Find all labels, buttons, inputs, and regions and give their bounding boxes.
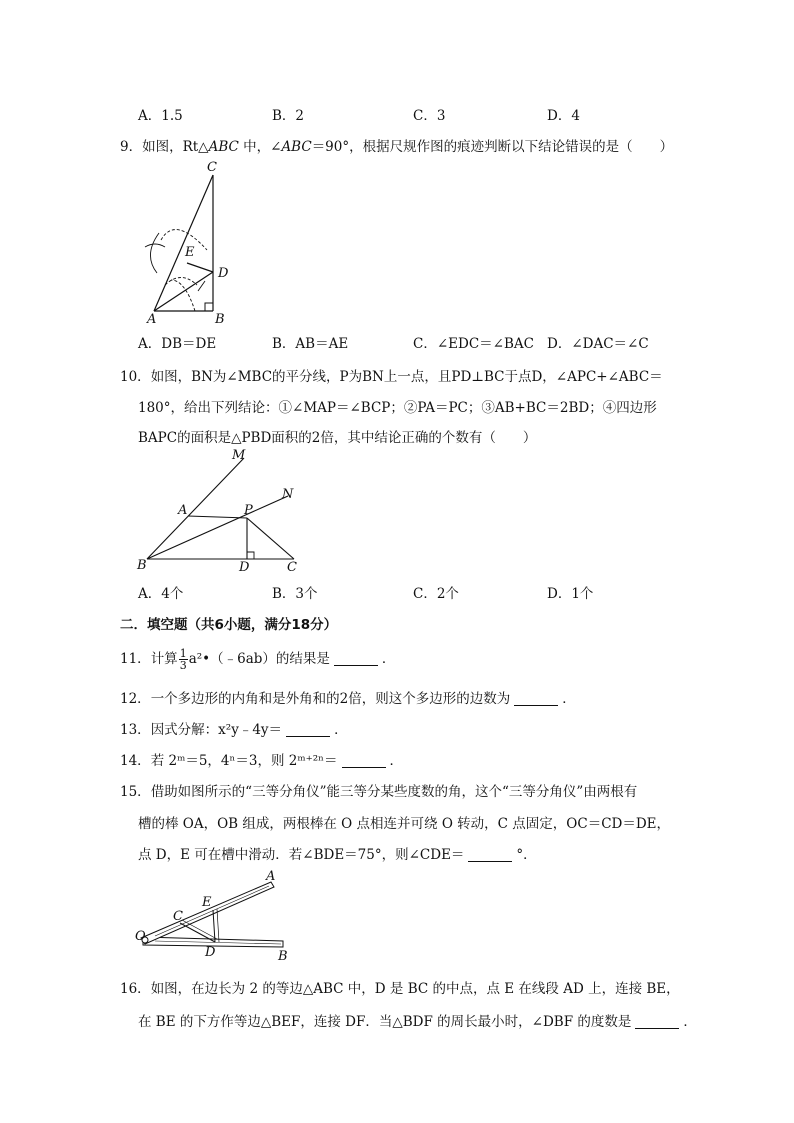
q9-arc-left: [150, 233, 159, 273]
q10-text-line-1: 如图，BN为∠MBC的平分线，P为BN上一点，且PD⊥BC于点D，∠APC+∠ABC＝: [150, 369, 663, 385]
q9-label-b: B: [215, 312, 225, 327]
q16-text-line-2: 在 BE 的下方作等边△BEF，连接 DF．当△BDF 的周长最小时，∠DBF 的度数是: [138, 1014, 632, 1030]
q15-label-e: E: [202, 895, 212, 910]
q15-line-1: [120, 780, 637, 800]
q8-option-a: A．1.5: [138, 108, 183, 124]
q9-text-b: 中，∠: [238, 139, 282, 155]
q9-label-e: E: [185, 245, 195, 260]
q14-answer-blank[interactable]: [342, 766, 386, 768]
q10-line-3: BAPC的面积是△PBD面积的2倍，其中结论正确的个数有（ ）: [138, 430, 537, 446]
q9-angle-name: ABC: [281, 139, 312, 155]
section-2-title: 二．填空题（共6小题，满分18分）: [120, 617, 338, 633]
q9-segment-de: [187, 263, 213, 272]
q15-post: °．: [516, 847, 537, 863]
q9-stem: [120, 135, 673, 155]
q10-label-d: D: [239, 560, 250, 575]
q9-text-c: ＝90°，根据尺规作图的痕迹判断以下结论错误的是（ ）: [311, 139, 674, 155]
q12-post: ．: [562, 691, 576, 707]
q9-arc-small: [171, 280, 195, 311]
q11-fraction: [179, 648, 188, 671]
q9-option-a: A．DB＝DE: [138, 336, 217, 352]
q14-number: 14．: [120, 753, 151, 769]
q13-text: 因式分解：x²y﹣4y＝: [150, 722, 283, 738]
q15-answer-blank[interactable]: [468, 860, 512, 862]
q10-line-1: [120, 365, 663, 385]
q10-label-b: B: [137, 558, 147, 573]
q15-label-d: D: [205, 945, 216, 960]
q12-answer-blank[interactable]: [514, 704, 558, 706]
q16-number: 16．: [120, 981, 151, 997]
q10-option-c: C．2个: [413, 586, 459, 602]
q10-label-p: P: [244, 503, 253, 518]
q8-option-d: D．4: [547, 108, 580, 124]
q16-answer-blank[interactable]: [635, 1027, 679, 1029]
q15-number: 15．: [120, 784, 151, 800]
q10-option-b: B．3个: [272, 586, 318, 602]
q12-text: 一个多边形的内角和是外角和的2倍，则这个多边形的边数为: [150, 691, 511, 707]
q8-option-b: B．2: [272, 108, 305, 124]
q10-right-angle-mark: [247, 552, 254, 559]
q12-stem: [120, 687, 576, 707]
q10-figure: [132, 448, 307, 578]
q9-label-a: A: [147, 312, 157, 327]
q9-arc-large: [161, 230, 207, 250]
q9-label-c: C: [207, 160, 217, 175]
q11-fraction-denominator: 3: [179, 659, 187, 672]
q15-figure: [135, 868, 295, 968]
q8-option-c: C．3: [413, 108, 446, 124]
q10-number: 10．: [120, 369, 151, 385]
q16-line-2: [138, 1010, 697, 1030]
q11-fraction-numerator: 1: [179, 647, 187, 660]
q14-post: ．: [389, 753, 403, 769]
q11-pre: 计算: [150, 651, 178, 667]
q9-text-a: 如图，Rt△: [142, 139, 209, 155]
q11-answer-blank[interactable]: [334, 664, 378, 666]
q10-label-c: C: [287, 560, 297, 575]
q15-text-line-3: 点 D，E 可在槽中滑动．若∠BDE＝75°，则∠CDE＝: [138, 847, 465, 863]
q9-cross-mark-1: [145, 244, 165, 247]
q9-right-angle-mark: [205, 303, 213, 311]
q10-option-d: D．1个: [547, 586, 594, 602]
q15-label-o: O: [135, 929, 146, 944]
q9-triangle-name: ABC: [208, 139, 239, 155]
q12-number: 12．: [120, 691, 151, 707]
q11-post: ．: [381, 651, 396, 667]
q15-label-c: C: [173, 909, 183, 924]
q15-text-line-1: 借助如图所示的“三等分角仪”能三等分某些度数的角，这个“三等分角仪”由两根有: [150, 784, 638, 800]
q9-cross-mark-2: [198, 281, 205, 291]
q9-number: 9．: [120, 139, 143, 155]
q9-figure: [135, 155, 245, 330]
q13-post: ．: [334, 722, 348, 738]
q11-stem: [120, 647, 395, 671]
q13-answer-blank[interactable]: [286, 735, 330, 737]
q15-label-b: B: [278, 949, 288, 964]
q13-number: 13．: [120, 722, 151, 738]
q10-line-2: 180°，给出下列结论：①∠MAP＝∠BCP；②PA＝PC；③AB+BC＝2BD；④四边形: [138, 400, 657, 416]
q16-text-line-1: 如图，在边长为 2 的等边△ABC 中，D 是 BC 的中点，点 E 在线段 AD 上，连接 BE，: [150, 981, 680, 997]
q10-ray-bm: [147, 458, 244, 559]
q9-option-c: C．∠EDC＝∠BAC: [413, 336, 534, 352]
q16-line-1: [120, 977, 680, 997]
q11-mid: a²•（﹣6ab）的结果是: [188, 651, 330, 667]
q9-label-d: D: [218, 266, 229, 281]
q15-label-a: A: [266, 869, 276, 884]
q16-post: ．: [683, 1014, 697, 1030]
q10-segment-ap: [188, 516, 247, 518]
q9-option-b: B．AB＝AE: [272, 336, 349, 352]
q10-label-a: A: [178, 503, 188, 518]
q14-stem: [120, 749, 403, 769]
q11-number: 11．: [120, 651, 151, 667]
q15-line-2: 槽的棒 OA，OB 组成，两根棒在 O 点相连并可绕 O 转动，C 点固定，OC＝CD＝DE，: [138, 816, 671, 832]
q9-option-d: D．∠DAC＝∠C: [547, 336, 649, 352]
q10-option-a: A．4个: [138, 586, 184, 602]
q13-stem: [120, 718, 348, 738]
q10-label-m: M: [232, 448, 246, 463]
q10-label-n: N: [282, 487, 294, 502]
q9-side-ac: [154, 175, 213, 311]
q14-text: 若 2ᵐ＝5，4ⁿ＝3，则 2ᵐ⁺²ⁿ＝: [150, 753, 338, 769]
q15-line-3: [138, 843, 537, 863]
q10-ray-bn: [147, 496, 288, 559]
